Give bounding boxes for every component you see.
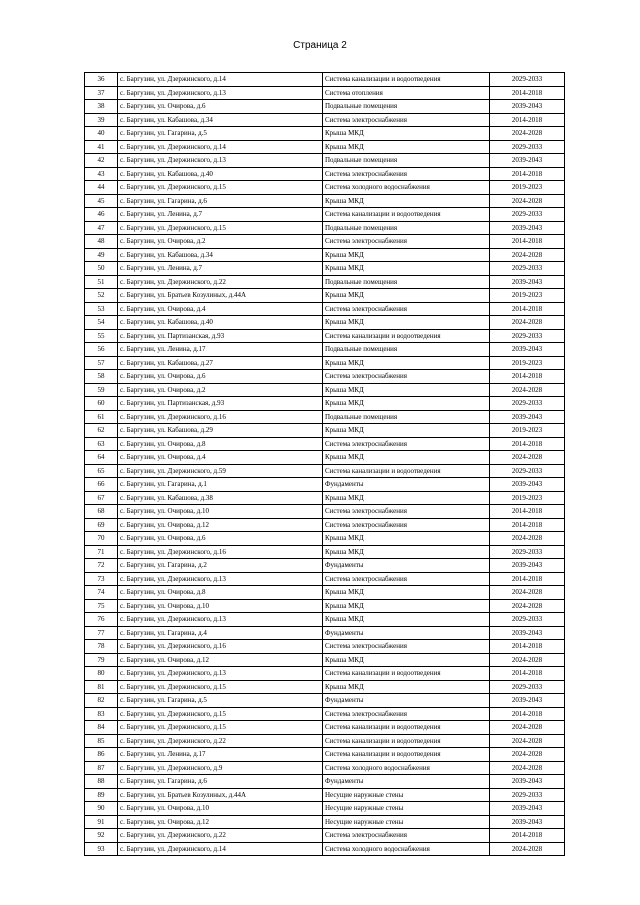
period-cell: 2024-2028 bbox=[490, 599, 565, 613]
table-row bbox=[85, 478, 565, 492]
table-row bbox=[85, 748, 565, 762]
system-cell: Система канализации и водоотведения bbox=[323, 208, 490, 222]
period-cell: 2039-2043 bbox=[490, 559, 565, 573]
table-row bbox=[85, 302, 565, 316]
table-row bbox=[85, 572, 565, 586]
table-row bbox=[85, 505, 565, 519]
table-row bbox=[85, 383, 565, 397]
table-row bbox=[85, 113, 565, 127]
address-cell: с. Баргузин, ул. Очирова, д.10 bbox=[118, 599, 323, 613]
address-cell: с. Баргузин, ул. Дзержинского, д.15 bbox=[118, 680, 323, 694]
repair-schedule-table bbox=[84, 72, 565, 856]
address-cell: с. Баргузин, ул. Дзержинского, д.14 bbox=[118, 73, 323, 87]
system-cell: Крыша МКД bbox=[323, 680, 490, 694]
table-row bbox=[85, 208, 565, 222]
period-cell: 2029-2033 bbox=[490, 73, 565, 87]
table-row bbox=[85, 802, 565, 816]
row-number-cell: 69 bbox=[85, 518, 118, 532]
system-cell: Система электроснабжения bbox=[323, 518, 490, 532]
table-row bbox=[85, 829, 565, 843]
system-cell: Система канализации и водоотведения bbox=[323, 667, 490, 681]
system-cell: Крыша МКД bbox=[323, 194, 490, 208]
system-cell: Крыша МКД bbox=[323, 653, 490, 667]
system-cell: Система канализации и водоотведения bbox=[323, 734, 490, 748]
row-number-cell: 92 bbox=[85, 829, 118, 843]
address-cell: с. Баргузин, ул. Дзержинского, д.22 bbox=[118, 734, 323, 748]
row-number-cell: 52 bbox=[85, 289, 118, 303]
row-number-cell: 59 bbox=[85, 383, 118, 397]
system-cell: Подвальные помещения bbox=[323, 221, 490, 235]
address-cell: с. Баргузин, ул. Дзержинского, д.15 bbox=[118, 181, 323, 195]
table-row bbox=[85, 788, 565, 802]
row-number-cell: 48 bbox=[85, 235, 118, 249]
system-cell: Система холодного водоснабжения bbox=[323, 181, 490, 195]
table-row bbox=[85, 545, 565, 559]
table-row bbox=[85, 289, 565, 303]
address-cell: с. Баргузин, ул. Ленина, д.7 bbox=[118, 262, 323, 276]
address-cell: с. Баргузин, ул. Дзержинского, д.15 bbox=[118, 707, 323, 721]
address-cell: с. Баргузин, ул. Очирова, д.6 bbox=[118, 532, 323, 546]
address-cell: с. Баргузин, ул. Дзержинского, д.13 bbox=[118, 667, 323, 681]
address-cell: с. Баргузин, ул. Дзержинского, д.14 bbox=[118, 842, 323, 856]
address-cell: с. Баргузин, ул. Очирова, д.8 bbox=[118, 437, 323, 451]
system-cell: Система отопления bbox=[323, 86, 490, 100]
period-cell: 2039-2043 bbox=[490, 343, 565, 357]
system-cell: Система холодного водоснабжения bbox=[323, 761, 490, 775]
system-cell: Система электроснабжения bbox=[323, 640, 490, 654]
period-cell: 2039-2043 bbox=[490, 154, 565, 168]
row-number-cell: 76 bbox=[85, 613, 118, 627]
address-cell: с. Баргузин, ул. Дзержинского, д.13 bbox=[118, 154, 323, 168]
address-cell: с. Баргузин, ул. Дзержинского, д.15 bbox=[118, 721, 323, 735]
table-row bbox=[85, 167, 565, 181]
page-title: Страница 2 bbox=[293, 40, 347, 51]
address-cell: с. Баргузин, ул. Очирова, д.12 bbox=[118, 518, 323, 532]
period-cell: 2014-2018 bbox=[490, 113, 565, 127]
table-row bbox=[85, 491, 565, 505]
period-cell: 2029-2033 bbox=[490, 329, 565, 343]
table-row bbox=[85, 248, 565, 262]
period-cell: 2014-2018 bbox=[490, 235, 565, 249]
row-number-cell: 87 bbox=[85, 761, 118, 775]
system-cell: Фундаменты bbox=[323, 478, 490, 492]
table-row bbox=[85, 451, 565, 465]
row-number-cell: 36 bbox=[85, 73, 118, 87]
table-row bbox=[85, 599, 565, 613]
period-cell: 2029-2033 bbox=[490, 788, 565, 802]
system-cell: Система канализации и водоотведения bbox=[323, 464, 490, 478]
system-cell: Несущие наружные стены bbox=[323, 788, 490, 802]
row-number-cell: 64 bbox=[85, 451, 118, 465]
address-cell: с. Баргузин, ул. Дзержинского, д.16 bbox=[118, 545, 323, 559]
period-cell: 2014-2018 bbox=[490, 572, 565, 586]
period-cell: 2029-2033 bbox=[490, 208, 565, 222]
row-number-cell: 42 bbox=[85, 154, 118, 168]
period-cell: 2024-2028 bbox=[490, 127, 565, 141]
table-row bbox=[85, 370, 565, 384]
row-number-cell: 85 bbox=[85, 734, 118, 748]
table-row bbox=[85, 707, 565, 721]
address-cell: с. Баргузин, ул. Очирова, д.2 bbox=[118, 383, 323, 397]
row-number-cell: 72 bbox=[85, 559, 118, 573]
system-cell: Крыша МКД bbox=[323, 586, 490, 600]
period-cell: 2019-2023 bbox=[490, 289, 565, 303]
table-row bbox=[85, 262, 565, 276]
row-number-cell: 70 bbox=[85, 532, 118, 546]
table-row bbox=[85, 775, 565, 789]
system-cell: Крыша МКД bbox=[323, 545, 490, 559]
period-cell: 2024-2028 bbox=[490, 761, 565, 775]
period-cell: 2024-2028 bbox=[490, 451, 565, 465]
period-cell: 2014-2018 bbox=[490, 667, 565, 681]
address-cell: с. Баргузин, ул. Очирова, д.2 bbox=[118, 235, 323, 249]
period-cell: 2039-2043 bbox=[490, 275, 565, 289]
row-number-cell: 68 bbox=[85, 505, 118, 519]
system-cell: Система канализации и водоотведения bbox=[323, 73, 490, 87]
address-cell: с. Баргузин, ул. Братьев Козулиных, д.44А bbox=[118, 788, 323, 802]
table-row bbox=[85, 734, 565, 748]
table-row bbox=[85, 680, 565, 694]
system-cell: Крыша МКД bbox=[323, 613, 490, 627]
table-row bbox=[85, 316, 565, 330]
address-cell: с. Баргузин, ул. Очирова, д.12 bbox=[118, 653, 323, 667]
table-row bbox=[85, 154, 565, 168]
period-cell: 2024-2028 bbox=[490, 653, 565, 667]
row-number-cell: 77 bbox=[85, 626, 118, 640]
table-row bbox=[85, 694, 565, 708]
period-cell: 2029-2033 bbox=[490, 140, 565, 154]
period-cell: 2029-2033 bbox=[490, 613, 565, 627]
period-cell: 2029-2033 bbox=[490, 545, 565, 559]
address-cell: с. Баргузин, ул. Дзержинского, д.22 bbox=[118, 829, 323, 843]
row-number-cell: 91 bbox=[85, 815, 118, 829]
row-number-cell: 83 bbox=[85, 707, 118, 721]
address-cell: с. Баргузин, ул. Дзержинского, д.13 bbox=[118, 613, 323, 627]
address-cell: с. Баргузин, ул. Очирова, д.8 bbox=[118, 586, 323, 600]
period-cell: 2019-2023 bbox=[490, 181, 565, 195]
row-number-cell: 84 bbox=[85, 721, 118, 735]
table-row bbox=[85, 437, 565, 451]
system-cell: Система электроснабжения bbox=[323, 707, 490, 721]
system-cell: Крыша МКД bbox=[323, 316, 490, 330]
system-cell: Система электроснабжения bbox=[323, 113, 490, 127]
table-row bbox=[85, 100, 565, 114]
system-cell: Несущие наружные стены bbox=[323, 815, 490, 829]
address-cell: с. Баргузин, ул. Братьев Козулиных, д.44А bbox=[118, 289, 323, 303]
system-cell: Подвальные помещения bbox=[323, 343, 490, 357]
row-number-cell: 39 bbox=[85, 113, 118, 127]
period-cell: 2024-2028 bbox=[490, 532, 565, 546]
address-cell: с. Баргузин, ул. Очирова, д.4 bbox=[118, 302, 323, 316]
address-cell: с. Баргузин, ул. Дзержинского, д.15 bbox=[118, 221, 323, 235]
address-cell: с. Баргузин, ул. Ленина, д.7 bbox=[118, 208, 323, 222]
period-cell: 2039-2043 bbox=[490, 626, 565, 640]
row-number-cell: 65 bbox=[85, 464, 118, 478]
address-cell: с. Баргузин, ул. Дзержинского, д.9 bbox=[118, 761, 323, 775]
address-cell: с. Баргузин, ул. Гагарина, д.5 bbox=[118, 694, 323, 708]
table-row bbox=[85, 464, 565, 478]
table-row bbox=[85, 275, 565, 289]
row-number-cell: 37 bbox=[85, 86, 118, 100]
table-row bbox=[85, 424, 565, 438]
row-number-cell: 45 bbox=[85, 194, 118, 208]
period-cell: 2039-2043 bbox=[490, 802, 565, 816]
system-cell: Система электроснабжения bbox=[323, 572, 490, 586]
period-cell: 2024-2028 bbox=[490, 748, 565, 762]
row-number-cell: 62 bbox=[85, 424, 118, 438]
table-body bbox=[85, 73, 565, 856]
period-cell: 2029-2033 bbox=[490, 680, 565, 694]
period-cell: 2014-2018 bbox=[490, 302, 565, 316]
system-cell: Крыша МКД bbox=[323, 491, 490, 505]
period-cell: 2024-2028 bbox=[490, 721, 565, 735]
period-cell: 2039-2043 bbox=[490, 221, 565, 235]
row-number-cell: 46 bbox=[85, 208, 118, 222]
system-cell: Крыша МКД bbox=[323, 140, 490, 154]
address-cell: с. Баргузин, ул. Кабашова, д.27 bbox=[118, 356, 323, 370]
period-cell: 2029-2033 bbox=[490, 464, 565, 478]
row-number-cell: 79 bbox=[85, 653, 118, 667]
address-cell: с. Баргузин, ул. Дзержинского, д.22 bbox=[118, 275, 323, 289]
address-cell: с. Баргузин, ул. Дзержинского, д.59 bbox=[118, 464, 323, 478]
period-cell: 2024-2028 bbox=[490, 586, 565, 600]
address-cell: с. Баргузин, ул. Гагарина, д.6 bbox=[118, 194, 323, 208]
table-row bbox=[85, 815, 565, 829]
system-cell: Крыша МКД bbox=[323, 127, 490, 141]
period-cell: 2024-2028 bbox=[490, 248, 565, 262]
row-number-cell: 47 bbox=[85, 221, 118, 235]
table-row bbox=[85, 586, 565, 600]
system-cell: Система канализации и водоотведения bbox=[323, 329, 490, 343]
system-cell: Фундаменты bbox=[323, 559, 490, 573]
table-row bbox=[85, 356, 565, 370]
table-row bbox=[85, 73, 565, 87]
system-cell: Подвальные помещения bbox=[323, 275, 490, 289]
period-cell: 2024-2028 bbox=[490, 842, 565, 856]
period-cell: 2039-2043 bbox=[490, 694, 565, 708]
address-cell: с. Баргузин, ул. Кабашова, д.40 bbox=[118, 316, 323, 330]
address-cell: с. Баргузин, ул. Ленина, д.17 bbox=[118, 343, 323, 357]
address-cell: с. Баргузин, ул. Дзержинского, д.13 bbox=[118, 572, 323, 586]
system-cell: Система электроснабжения bbox=[323, 167, 490, 181]
table-row bbox=[85, 397, 565, 411]
address-cell: с. Баргузин, ул. Гагарина, д.5 bbox=[118, 127, 323, 141]
period-cell: 2039-2043 bbox=[490, 815, 565, 829]
table-row bbox=[85, 181, 565, 195]
address-cell: с. Баргузин, ул. Дзержинского, д.13 bbox=[118, 86, 323, 100]
period-cell: 2019-2023 bbox=[490, 424, 565, 438]
system-cell: Система электроснабжения bbox=[323, 235, 490, 249]
address-cell: с. Баргузин, ул. Партизанская, д.93 bbox=[118, 329, 323, 343]
system-cell: Подвальные помещения bbox=[323, 154, 490, 168]
row-number-cell: 49 bbox=[85, 248, 118, 262]
table-row bbox=[85, 221, 565, 235]
row-number-cell: 58 bbox=[85, 370, 118, 384]
system-cell: Фундаменты bbox=[323, 694, 490, 708]
system-cell: Фундаменты bbox=[323, 775, 490, 789]
period-cell: 2014-2018 bbox=[490, 86, 565, 100]
address-cell: с. Баргузин, ул. Очирова, д.4 bbox=[118, 451, 323, 465]
period-cell: 2039-2043 bbox=[490, 100, 565, 114]
address-cell: с. Баргузин, ул. Дзержинского, д.16 bbox=[118, 640, 323, 654]
address-cell: с. Баргузин, ул. Дзержинского, д.14 bbox=[118, 140, 323, 154]
row-number-cell: 82 bbox=[85, 694, 118, 708]
period-cell: 2029-2033 bbox=[490, 397, 565, 411]
table-row bbox=[85, 140, 565, 154]
period-cell: 2014-2018 bbox=[490, 167, 565, 181]
system-cell: Система канализации и водоотведения bbox=[323, 748, 490, 762]
period-cell: 2019-2023 bbox=[490, 356, 565, 370]
system-cell: Крыша МКД bbox=[323, 262, 490, 276]
system-cell: Крыша МКД bbox=[323, 424, 490, 438]
row-number-cell: 66 bbox=[85, 478, 118, 492]
address-cell: с. Баргузин, ул. Дзержинского, д.16 bbox=[118, 410, 323, 424]
row-number-cell: 57 bbox=[85, 356, 118, 370]
table-row bbox=[85, 559, 565, 573]
address-cell: с. Баргузин, ул. Гагарина, д.2 bbox=[118, 559, 323, 573]
table-row bbox=[85, 667, 565, 681]
row-number-cell: 93 bbox=[85, 842, 118, 856]
row-number-cell: 67 bbox=[85, 491, 118, 505]
row-number-cell: 56 bbox=[85, 343, 118, 357]
system-cell: Крыша МКД bbox=[323, 451, 490, 465]
table-row bbox=[85, 86, 565, 100]
system-cell: Подвальные помещения bbox=[323, 100, 490, 114]
row-number-cell: 44 bbox=[85, 181, 118, 195]
system-cell: Система электроснабжения bbox=[323, 370, 490, 384]
period-cell: 2014-2018 bbox=[490, 370, 565, 384]
table-row bbox=[85, 518, 565, 532]
table-row bbox=[85, 127, 565, 141]
table-row bbox=[85, 626, 565, 640]
system-cell: Крыша МКД bbox=[323, 599, 490, 613]
address-cell: с. Баргузин, ул. Очирова, д.6 bbox=[118, 370, 323, 384]
system-cell: Крыша МКД bbox=[323, 397, 490, 411]
system-cell: Крыша МКД bbox=[323, 289, 490, 303]
row-number-cell: 38 bbox=[85, 100, 118, 114]
row-number-cell: 73 bbox=[85, 572, 118, 586]
row-number-cell: 53 bbox=[85, 302, 118, 316]
row-number-cell: 89 bbox=[85, 788, 118, 802]
row-number-cell: 80 bbox=[85, 667, 118, 681]
system-cell: Система электроснабжения bbox=[323, 437, 490, 451]
period-cell: 2014-2018 bbox=[490, 829, 565, 843]
address-cell: с. Баргузин, ул. Очирова, д.12 bbox=[118, 815, 323, 829]
table-row bbox=[85, 343, 565, 357]
period-cell: 2039-2043 bbox=[490, 775, 565, 789]
table-row bbox=[85, 532, 565, 546]
row-number-cell: 78 bbox=[85, 640, 118, 654]
system-cell: Крыша МКД bbox=[323, 248, 490, 262]
table-row bbox=[85, 761, 565, 775]
system-cell: Фундаменты bbox=[323, 626, 490, 640]
address-cell: с. Баргузин, ул. Гагарина, д.1 bbox=[118, 478, 323, 492]
period-cell: 2014-2018 bbox=[490, 437, 565, 451]
period-cell: 2029-2033 bbox=[490, 262, 565, 276]
table-row bbox=[85, 640, 565, 654]
table-row bbox=[85, 842, 565, 856]
address-cell: с. Баргузин, ул. Партизанская, д.93 bbox=[118, 397, 323, 411]
system-cell: Крыша МКД bbox=[323, 532, 490, 546]
address-cell: с. Баргузин, ул. Очирова, д.10 bbox=[118, 802, 323, 816]
address-cell: с. Баргузин, ул. Кабашова, д.34 bbox=[118, 113, 323, 127]
system-cell: Система электроснабжения bbox=[323, 829, 490, 843]
period-cell: 2014-2018 bbox=[490, 707, 565, 721]
system-cell: Система электроснабжения bbox=[323, 302, 490, 316]
table-row bbox=[85, 194, 565, 208]
row-number-cell: 63 bbox=[85, 437, 118, 451]
row-number-cell: 61 bbox=[85, 410, 118, 424]
row-number-cell: 88 bbox=[85, 775, 118, 789]
table-row bbox=[85, 613, 565, 627]
row-number-cell: 41 bbox=[85, 140, 118, 154]
system-cell: Подвальные помещения bbox=[323, 410, 490, 424]
row-number-cell: 51 bbox=[85, 275, 118, 289]
period-cell: 2014-2018 bbox=[490, 640, 565, 654]
system-cell: Система канализации и водоотведения bbox=[323, 721, 490, 735]
row-number-cell: 90 bbox=[85, 802, 118, 816]
period-cell: 2039-2043 bbox=[490, 410, 565, 424]
row-number-cell: 74 bbox=[85, 586, 118, 600]
system-cell: Крыша МКД bbox=[323, 356, 490, 370]
address-cell: с. Баргузин, ул. Кабашова, д.34 bbox=[118, 248, 323, 262]
address-cell: с. Баргузин, ул. Гагарина, д.6 bbox=[118, 775, 323, 789]
period-cell: 2024-2028 bbox=[490, 383, 565, 397]
table-row bbox=[85, 329, 565, 343]
period-cell: 2024-2028 bbox=[490, 194, 565, 208]
period-cell: 2014-2018 bbox=[490, 505, 565, 519]
period-cell: 2014-2018 bbox=[490, 518, 565, 532]
period-cell: 2024-2028 bbox=[490, 734, 565, 748]
address-cell: с. Баргузин, ул. Очирова, д.6 bbox=[118, 100, 323, 114]
row-number-cell: 75 bbox=[85, 599, 118, 613]
address-cell: с. Баргузин, ул. Гагарина, д.4 bbox=[118, 626, 323, 640]
table-row bbox=[85, 235, 565, 249]
system-cell: Система холодного водоснабжения bbox=[323, 842, 490, 856]
system-cell: Несущие наружные стены bbox=[323, 802, 490, 816]
table-row bbox=[85, 653, 565, 667]
period-cell: 2019-2023 bbox=[490, 491, 565, 505]
period-cell: 2024-2028 bbox=[490, 316, 565, 330]
row-number-cell: 86 bbox=[85, 748, 118, 762]
row-number-cell: 81 bbox=[85, 680, 118, 694]
address-cell: с. Баргузин, ул. Очирова, д.10 bbox=[118, 505, 323, 519]
row-number-cell: 50 bbox=[85, 262, 118, 276]
table-row bbox=[85, 721, 565, 735]
table-row bbox=[85, 410, 565, 424]
row-number-cell: 54 bbox=[85, 316, 118, 330]
address-cell: с. Баргузин, ул. Кабашова, д.29 bbox=[118, 424, 323, 438]
row-number-cell: 40 bbox=[85, 127, 118, 141]
row-number-cell: 71 bbox=[85, 545, 118, 559]
address-cell: с. Баргузин, ул. Кабашова, д.40 bbox=[118, 167, 323, 181]
row-number-cell: 60 bbox=[85, 397, 118, 411]
row-number-cell: 55 bbox=[85, 329, 118, 343]
address-cell: с. Баргузин, ул. Ленина, д.17 bbox=[118, 748, 323, 762]
row-number-cell: 43 bbox=[85, 167, 118, 181]
system-cell: Крыша МКД bbox=[323, 383, 490, 397]
address-cell: с. Баргузин, ул. Кабашова, д.38 bbox=[118, 491, 323, 505]
system-cell: Система электроснабжения bbox=[323, 505, 490, 519]
period-cell: 2039-2043 bbox=[490, 478, 565, 492]
